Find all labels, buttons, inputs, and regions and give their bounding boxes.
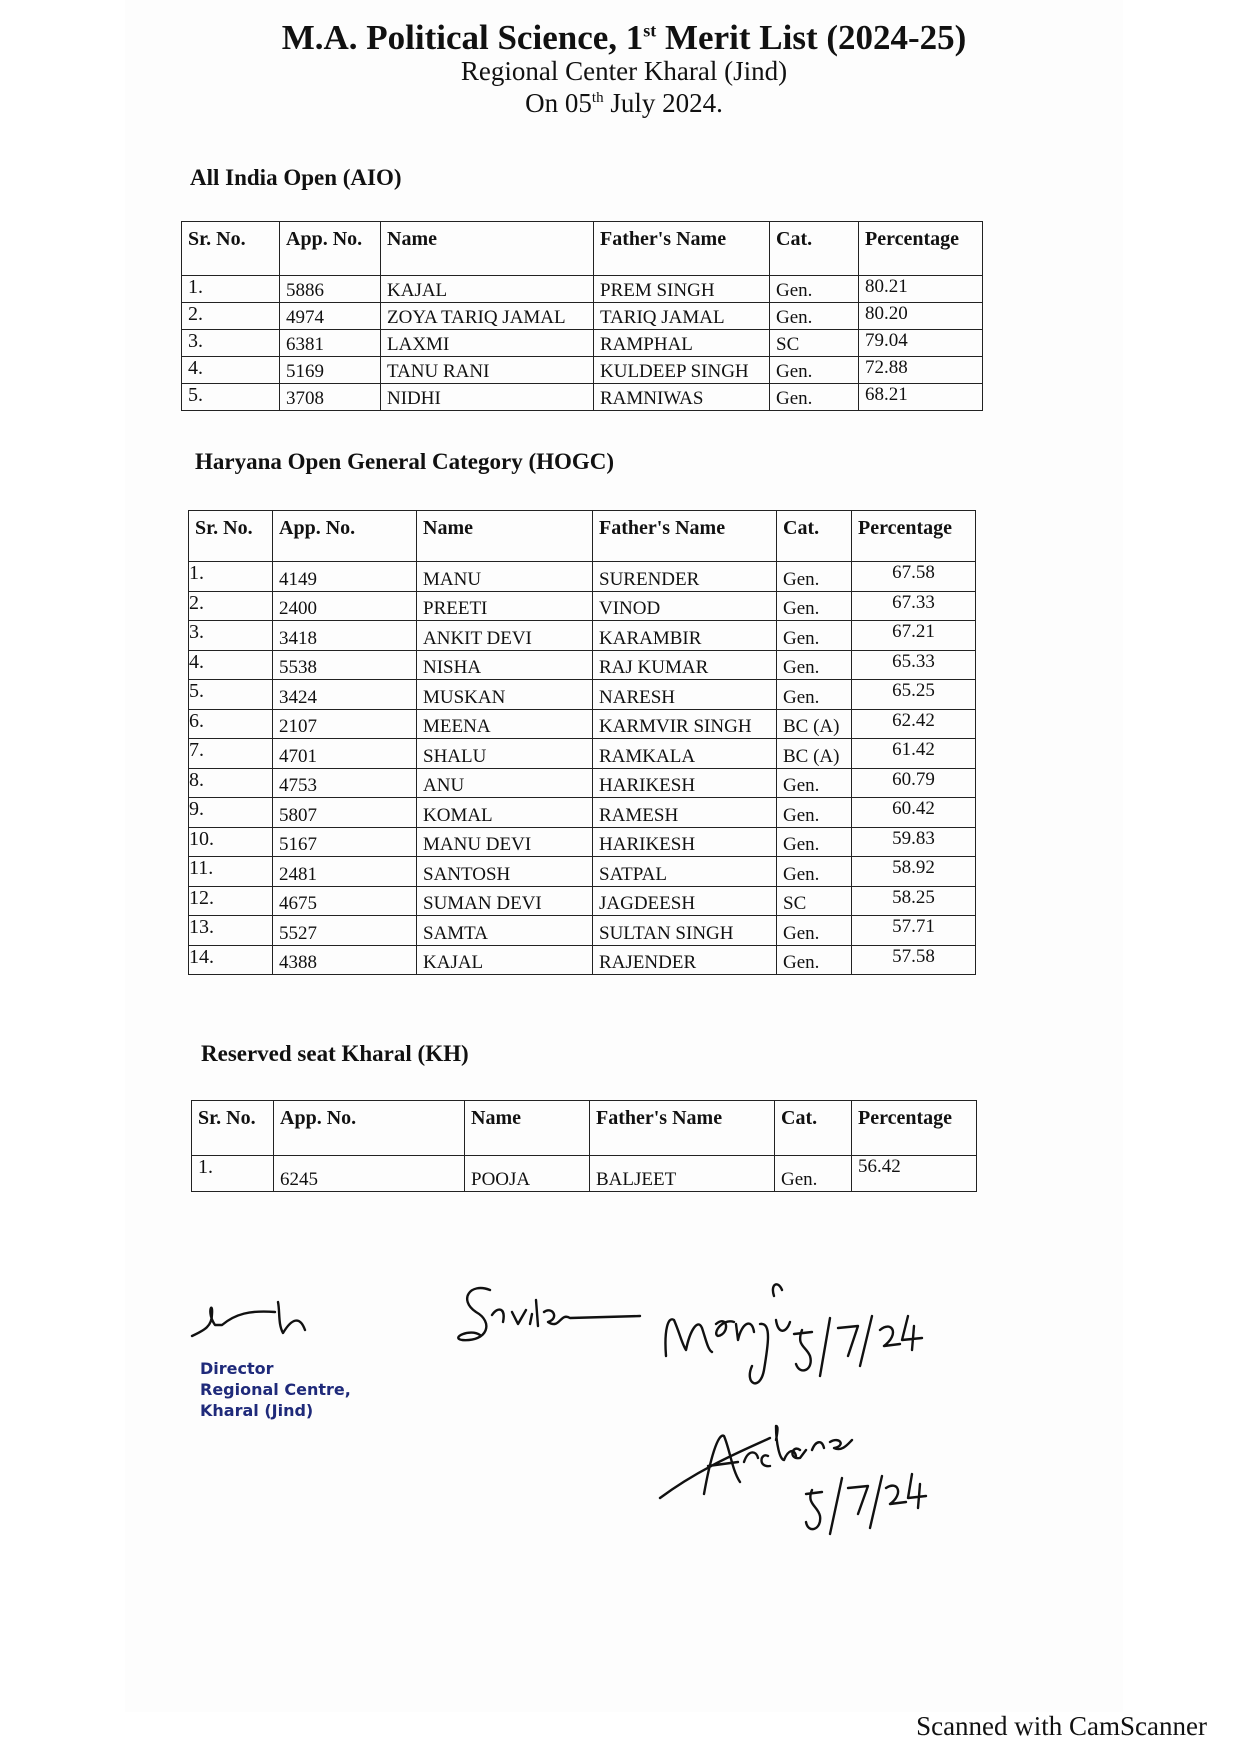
cell-father: KARAMBIR xyxy=(593,621,777,651)
hogc-heading: Haryana Open General Category (HOGC) xyxy=(195,449,615,474)
cell-pct: 61.42 xyxy=(852,739,976,769)
column-header-sr: Sr. No. xyxy=(189,511,273,562)
cell-app: 5169 xyxy=(280,357,381,384)
table-row xyxy=(182,303,983,330)
cell-app: 3418 xyxy=(273,621,417,651)
column-header-name: Name xyxy=(417,511,593,562)
column-header-pct: Percentage xyxy=(852,1101,977,1156)
cell-cat: Gen. xyxy=(777,857,852,887)
kh-heading: Reserved seat Kharal (KH) xyxy=(201,1041,469,1066)
cell-cat: Gen. xyxy=(777,562,852,592)
cell-app: 3708 xyxy=(280,384,381,411)
cell-father: RAMESH xyxy=(593,798,777,828)
cell-sr: 3. xyxy=(189,621,273,651)
table-row xyxy=(182,384,983,411)
cell-app: 4149 xyxy=(273,562,417,592)
table-row xyxy=(189,916,976,946)
table-header-row xyxy=(192,1101,977,1156)
cell-app: 6381 xyxy=(280,330,381,357)
cell-father: KULDEEP SINGH xyxy=(594,357,770,384)
cell-father: RAMPHAL xyxy=(594,330,770,357)
cell-cat: Gen. xyxy=(777,916,852,946)
cell-cat: Gen. xyxy=(777,621,852,651)
table-row xyxy=(189,827,976,857)
cell-name: SUMAN DEVI xyxy=(417,886,593,916)
cell-sr: 10. xyxy=(189,827,273,857)
hogc-table xyxy=(188,510,976,975)
cell-pct: 57.71 xyxy=(852,916,976,946)
table-row xyxy=(182,276,983,303)
cell-father: TARIQ JAMAL xyxy=(594,303,770,330)
cell-sr: 7. xyxy=(189,739,273,769)
cell-app: 4753 xyxy=(273,768,417,798)
cell-cat: Gen. xyxy=(777,945,852,975)
kh-table xyxy=(191,1100,977,1192)
cell-father: HARIKESH xyxy=(593,768,777,798)
table-row xyxy=(189,680,976,710)
column-header-name: Name xyxy=(381,222,594,276)
cell-father: SURENDER xyxy=(593,562,777,592)
cell-pct: 56.42 xyxy=(852,1156,977,1192)
column-header-pct: Percentage xyxy=(852,511,976,562)
column-header-father: Father's Name xyxy=(594,222,770,276)
cell-sr: 6. xyxy=(189,709,273,739)
cell-sr: 13. xyxy=(189,916,273,946)
column-header-sr: Sr. No. xyxy=(192,1101,274,1156)
table-row xyxy=(189,798,976,828)
cell-father: BALJEET xyxy=(590,1156,775,1192)
cell-pct: 58.92 xyxy=(852,857,976,887)
cell-father: VINOD xyxy=(593,591,777,621)
cell-father: RAMNIWAS xyxy=(594,384,770,411)
cell-sr: 4. xyxy=(189,650,273,680)
cell-pct: 67.33 xyxy=(852,591,976,621)
cell-app: 5886 xyxy=(280,276,381,303)
camscanner-footer: Scanned with CamScanner xyxy=(916,1711,1207,1741)
merit-list-page xyxy=(125,0,1123,1712)
cell-name: MANU DEVI xyxy=(417,827,593,857)
column-header-sr: Sr. No. xyxy=(182,222,280,276)
cell-cat: Gen. xyxy=(777,827,852,857)
cell-pct: 68.21 xyxy=(859,384,983,411)
table-header-row xyxy=(189,511,976,562)
cell-name: LAXMI xyxy=(381,330,594,357)
cell-name: SAMTA xyxy=(417,916,593,946)
cell-father: SULTAN SINGH xyxy=(593,916,777,946)
cell-father: JAGDEESH xyxy=(593,886,777,916)
cell-app: 2400 xyxy=(273,591,417,621)
cell-father: KARMVIR SINGH xyxy=(593,709,777,739)
cell-name: MUSKAN xyxy=(417,680,593,710)
cell-name: SANTOSH xyxy=(417,857,593,887)
cell-father: PREM SINGH xyxy=(594,276,770,303)
cell-name: NISHA xyxy=(417,650,593,680)
table-row xyxy=(189,621,976,651)
cell-sr: 11. xyxy=(189,857,273,887)
cell-app: 4974 xyxy=(280,303,381,330)
table-row xyxy=(192,1156,977,1192)
cell-cat: Gen. xyxy=(775,1156,852,1192)
column-header-cat: Cat. xyxy=(775,1101,852,1156)
cell-app: 4388 xyxy=(273,945,417,975)
cell-pct: 65.25 xyxy=(852,680,976,710)
cell-pct: 79.04 xyxy=(859,330,983,357)
cell-sr: 12. xyxy=(189,886,273,916)
cell-father: RAJENDER xyxy=(593,945,777,975)
cell-pct: 59.83 xyxy=(852,827,976,857)
cell-pct: 60.42 xyxy=(852,798,976,828)
column-header-app: App. No. xyxy=(280,222,381,276)
table-row xyxy=(189,591,976,621)
cell-cat: Gen. xyxy=(777,768,852,798)
cell-cat: Gen. xyxy=(770,384,859,411)
cell-app: 2481 xyxy=(273,857,417,887)
table-row xyxy=(189,768,976,798)
cell-pct: 80.20 xyxy=(859,303,983,330)
table-row xyxy=(182,330,983,357)
table-header-row xyxy=(182,222,983,276)
cell-name: KAJAL xyxy=(417,945,593,975)
cell-cat: Gen. xyxy=(777,650,852,680)
column-header-father: Father's Name xyxy=(593,511,777,562)
table-row xyxy=(182,357,983,384)
cell-pct: 67.21 xyxy=(852,621,976,651)
table-row xyxy=(189,886,976,916)
aio-table xyxy=(181,221,983,411)
cell-app: 2107 xyxy=(273,709,417,739)
table-row xyxy=(189,562,976,592)
cell-father: NARESH xyxy=(593,680,777,710)
cell-pct: 65.33 xyxy=(852,650,976,680)
cell-name: KAJAL xyxy=(381,276,594,303)
cell-name: ANU xyxy=(417,768,593,798)
cell-pct: 62.42 xyxy=(852,709,976,739)
cell-name: POOJA xyxy=(465,1156,590,1192)
cell-app: 4701 xyxy=(273,739,417,769)
cell-name: ZOYA TARIQ JAMAL xyxy=(381,303,594,330)
cell-sr: 5. xyxy=(189,680,273,710)
cell-name: SHALU xyxy=(417,739,593,769)
cell-sr: 14. xyxy=(189,945,273,975)
cell-name: TANU RANI xyxy=(381,357,594,384)
cell-pct: 57.58 xyxy=(852,945,976,975)
cell-name: PREETI xyxy=(417,591,593,621)
cell-cat: BC (A) xyxy=(777,739,852,769)
cell-cat: Gen. xyxy=(770,276,859,303)
aio-heading: All India Open (AIO) xyxy=(190,165,402,190)
cell-sr: 1. xyxy=(189,562,273,592)
cell-name: MANU xyxy=(417,562,593,592)
cell-cat: Gen. xyxy=(777,798,852,828)
table-row xyxy=(189,857,976,887)
cell-name: NIDHI xyxy=(381,384,594,411)
cell-cat: Gen. xyxy=(777,680,852,710)
cell-pct: 80.21 xyxy=(859,276,983,303)
table-row xyxy=(189,739,976,769)
table-row xyxy=(189,650,976,680)
cell-app: 3424 xyxy=(273,680,417,710)
cell-sr: 2. xyxy=(189,591,273,621)
cell-sr: 5. xyxy=(182,384,280,411)
cell-cat: SC xyxy=(770,330,859,357)
cell-sr: 2. xyxy=(182,303,280,330)
cell-cat: SC xyxy=(777,886,852,916)
cell-cat: Gen. xyxy=(777,591,852,621)
document-title: M.A. Political Science, 1st Merit List (2024-25) xyxy=(281,18,967,57)
cell-pct: 58.25 xyxy=(852,886,976,916)
cell-father: RAMKALA xyxy=(593,739,777,769)
column-header-cat: Cat. xyxy=(777,511,852,562)
table-row xyxy=(189,709,976,739)
column-header-pct: Percentage xyxy=(859,222,983,276)
cell-father: HARIKESH xyxy=(593,827,777,857)
cell-cat: Gen. xyxy=(770,357,859,384)
cell-app: 5807 xyxy=(273,798,417,828)
cell-sr: 1. xyxy=(182,276,280,303)
cell-sr: 8. xyxy=(189,768,273,798)
cell-name: MEENA xyxy=(417,709,593,739)
cell-cat: Gen. xyxy=(770,303,859,330)
cell-sr: 4. xyxy=(182,357,280,384)
date-subtitle: On 05th July 2024. xyxy=(525,88,723,118)
cell-pct: 67.58 xyxy=(852,562,976,592)
director-stamp: Director Regional Centre, Kharal (Jind) xyxy=(200,1359,351,1420)
cell-father: RAJ KUMAR xyxy=(593,650,777,680)
cell-app: 5167 xyxy=(273,827,417,857)
cell-name: KOMAL xyxy=(417,798,593,828)
cell-app: 5527 xyxy=(273,916,417,946)
cell-app: 5538 xyxy=(273,650,417,680)
cell-sr: 9. xyxy=(189,798,273,828)
column-header-father: Father's Name xyxy=(590,1101,775,1156)
column-header-cat: Cat. xyxy=(770,222,859,276)
cell-cat: BC (A) xyxy=(777,709,852,739)
column-header-app: App. No. xyxy=(273,511,417,562)
cell-app: 6245 xyxy=(274,1156,465,1192)
cell-sr: 1. xyxy=(192,1156,274,1192)
center-subtitle: Regional Center Kharal (Jind) xyxy=(460,56,788,86)
cell-pct: 60.79 xyxy=(852,768,976,798)
cell-app: 4675 xyxy=(273,886,417,916)
cell-father: SATPAL xyxy=(593,857,777,887)
cell-pct: 72.88 xyxy=(859,357,983,384)
cell-name: ANKIT DEVI xyxy=(417,621,593,651)
cell-sr: 3. xyxy=(182,330,280,357)
column-header-app: App. No. xyxy=(274,1101,465,1156)
table-row xyxy=(189,945,976,975)
column-header-name: Name xyxy=(465,1101,590,1156)
